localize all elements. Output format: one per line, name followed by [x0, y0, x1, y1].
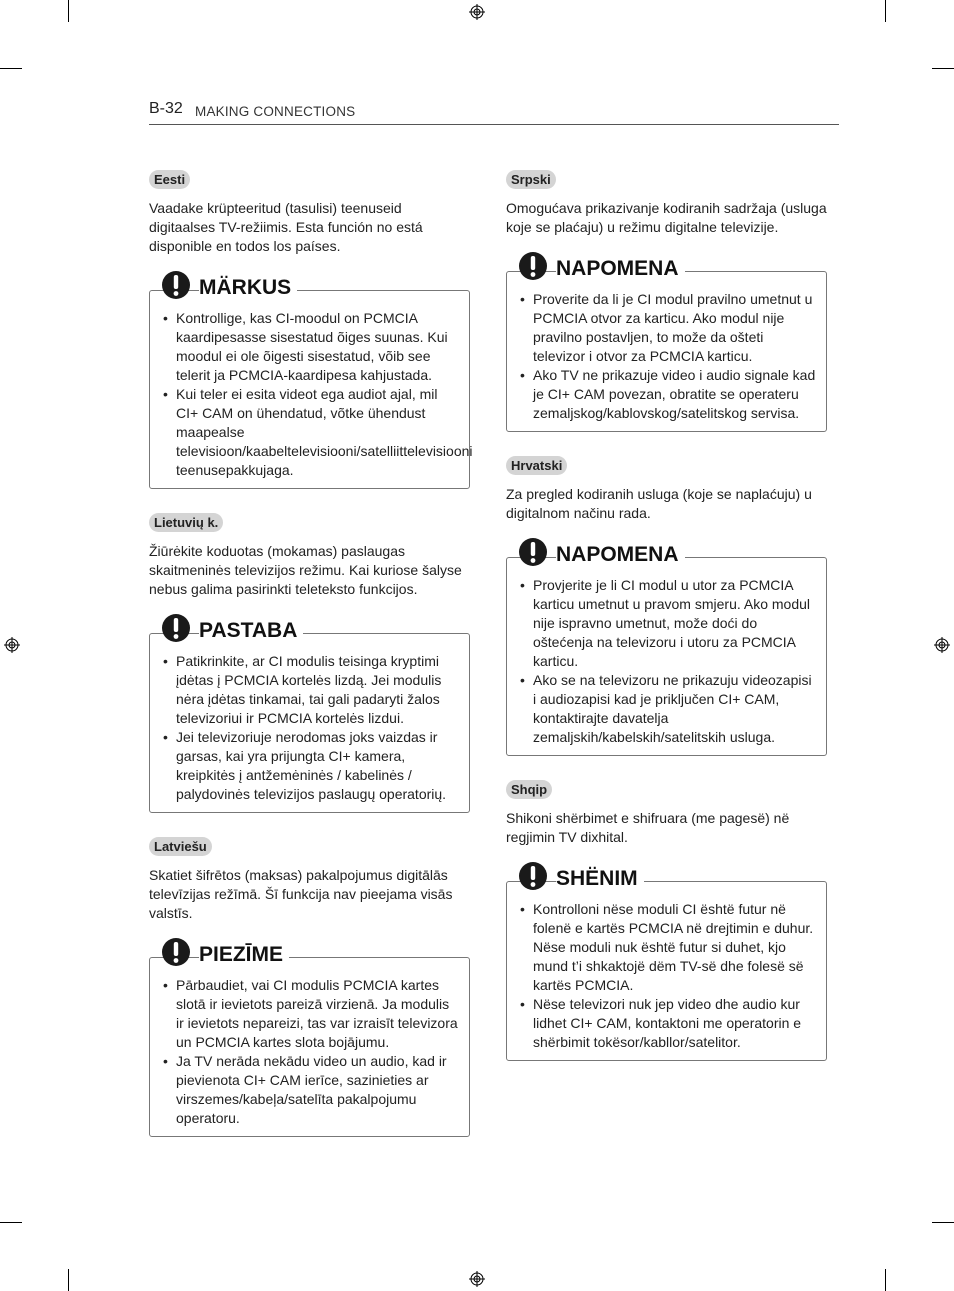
note-content: [506, 271, 827, 432]
language-tag: Lietuvių k.: [149, 513, 223, 532]
exclamation-icon: [161, 937, 191, 967]
page-header: [149, 100, 839, 125]
exclamation-icon: [161, 613, 191, 643]
language-section: [149, 837, 470, 1137]
note-item: • Pārbaudiet, vai CI modulis PCMCIA kartes slotā ir ievietots pareizā virzienā. Ja modulis ir ievietots nepareizi, tas var izraisīt televizora un PCMCIA kartes slota bojājumu.: [162, 976, 459, 1052]
note-item: • Ako se na televizoru ne prikazuju videozapisi i audiozapisi kad je priključen CI+ CAM, kontaktirajte davatelja zemaljskih/kabelskih/satelitskih usluga.: [519, 671, 816, 747]
note-header: [149, 937, 470, 971]
crop-mark: [932, 1222, 954, 1223]
crop-mark: [68, 0, 69, 22]
note-item: • Kontrollige, kas CI-moodul on PCMCIA kaardipesasse sisestatud õiges suunas. Kui moodul ei ole õigesti sisestatud, võib see telerit ja PCMCIA-kaardipesa kahjustada.: [162, 309, 459, 385]
left-column: [149, 170, 473, 1137]
right-column: [506, 170, 827, 1061]
note-box: [149, 937, 470, 1137]
description-text: Skatiet šifrētos (maksas) pakalpojumus digitālās televīzijas režīmā. Šī funkcija nav pieejama visās valstīs.: [149, 867, 453, 921]
note-item: • Ja TV nerāda nekādu video un audio, kad ir pievienota CI+ CAM ierīce, sazinieties ar virszemes/kabeļa/satelīta pakalpojumu operatoru.: [162, 1052, 459, 1128]
note-box: [149, 270, 473, 489]
language-section: [149, 170, 473, 489]
note-title: PIEZĪME: [199, 943, 289, 967]
page-number: B-32: [149, 100, 183, 117]
language-tag: Eesti: [149, 170, 190, 189]
note-header: [149, 613, 470, 647]
language-tag: Latviešu: [149, 837, 212, 856]
note-box: [506, 251, 827, 432]
note-title: PASTABA: [199, 619, 303, 643]
section-title: MAKING CONNECTIONS: [195, 104, 356, 119]
registration-mark-icon: [469, 1271, 485, 1287]
note-header: [506, 537, 827, 571]
note-header: [506, 861, 827, 895]
note-title: NAPOMENA: [556, 257, 685, 281]
description-text: Za pregled kodiranih usluga (koje se naplaćuju) u digitalnom načinu rada.: [506, 486, 812, 521]
crop-mark: [0, 68, 22, 69]
note-content: [506, 881, 827, 1061]
note-title: SHËNIM: [556, 867, 644, 891]
note-box: [149, 613, 470, 813]
crop-mark: [885, 0, 886, 22]
language-tag: Hrvatski: [506, 456, 567, 475]
note-item: • Nëse televizori nuk jep video dhe audio kur lidhet CI+ CAM, kontaktoni me operatorin e shërbimit tokësor/kabllor/satelitor.: [519, 995, 816, 1052]
crop-mark: [68, 1269, 69, 1291]
crop-mark: [932, 68, 954, 69]
registration-mark-icon: [934, 637, 950, 653]
exclamation-icon: [518, 537, 548, 567]
crop-mark: [885, 1269, 886, 1291]
language-section: [506, 456, 827, 756]
note-item: • Provjerite je li CI modul u utor za PCMCIA karticu umetnut u pravom smjeru. Ako modul nije ispravno umetnut, može doći do oštećenja na televizoru i utoru za PCMCIA karticu.: [519, 576, 816, 671]
description-text: Shikoni shërbimet e shifruara (me pagesë) në regjimin TV dixhital.: [506, 810, 790, 845]
note-content: [149, 633, 470, 813]
note-box: [506, 861, 827, 1061]
note-content: [149, 290, 473, 489]
description-text: Žiūrėkite koduotas (mokamas) paslaugas skaitmeninės televizijos režimu. Kai kuriose šalyse nebus galima pasirinkti teleteksto funkcijos.: [149, 543, 462, 597]
note-box: [506, 537, 827, 756]
registration-mark-icon: [4, 637, 20, 653]
exclamation-icon: [161, 270, 191, 300]
language-section: [149, 513, 470, 813]
registration-mark-icon: [469, 4, 485, 20]
language-tag: Shqip: [506, 780, 552, 799]
exclamation-icon: [518, 251, 548, 281]
language-tag: Srpski: [506, 170, 556, 189]
note-item: • Kui teler ei esita videot ega audiot ajal, mil CI+ CAM on ühendatud, võtke ühendust maapealse televisioon/kaabeltelevisiooni/satelliittelevisiooni teenusepakkujaga.: [162, 385, 459, 480]
description-text: Vaadake krüpteeritud (tasulisi) teenuseid digitaalses TV-režiimis. Esta función no está disponible en todos los países.: [149, 200, 423, 254]
note-title: NAPOMENA: [556, 543, 685, 567]
exclamation-icon: [518, 861, 548, 891]
note-item: • Proverite da li je CI modul pravilno umetnut u PCMCIA otvor za karticu. Ako modul nije pravilno postavljen, to može da ošteti televizor i otvor za PCMCIA karticu.: [519, 290, 816, 366]
crop-mark: [0, 1222, 22, 1223]
note-item: • Ako TV ne prikazuje video i audio signale kad je CI+ CAM povezan, obratite se operateru zemaljskog/kablovskog/satelitskog servisa.: [519, 366, 816, 423]
language-section: [506, 780, 827, 1061]
note-title: MÄRKUS: [199, 276, 297, 300]
note-header: [506, 251, 827, 285]
note-content: [506, 557, 827, 756]
note-header: [149, 270, 470, 304]
note-item: • Kontrolloni nëse moduli CI është futur në folenë e kartës PCMCIA në drejtimin e duhur. Nëse moduli nuk është futur si duhet, kjo mund t’i shkaktojë dëm TV-së dhe folesë së kartës PCMCIA.: [519, 900, 816, 995]
note-content: [149, 957, 470, 1137]
description-text: Omogućava prikazivanje kodiranih sadržaja (usluga koje se plaćaju) u režimu digitalne televizije.: [506, 200, 827, 235]
note-item: • Patikrinkite, ar CI modulis teisinga kryptimi įdėtas į PCMCIA kortelės lizdą. Jei modulis nėra įdėtas tinkamai, tai gali padaryti žalos televizoriui ir PCMCIA kortelės lizdui.: [162, 652, 459, 728]
note-item: • Jei televizoriuje nerodomas joks vaizdas ir garsas, kai yra prijungta CI+ kamera, kreipkitės į antžemėninės / kabelinės / palydovinės televizijos paslaugų operatorių.: [162, 728, 459, 804]
language-section: [506, 170, 827, 432]
